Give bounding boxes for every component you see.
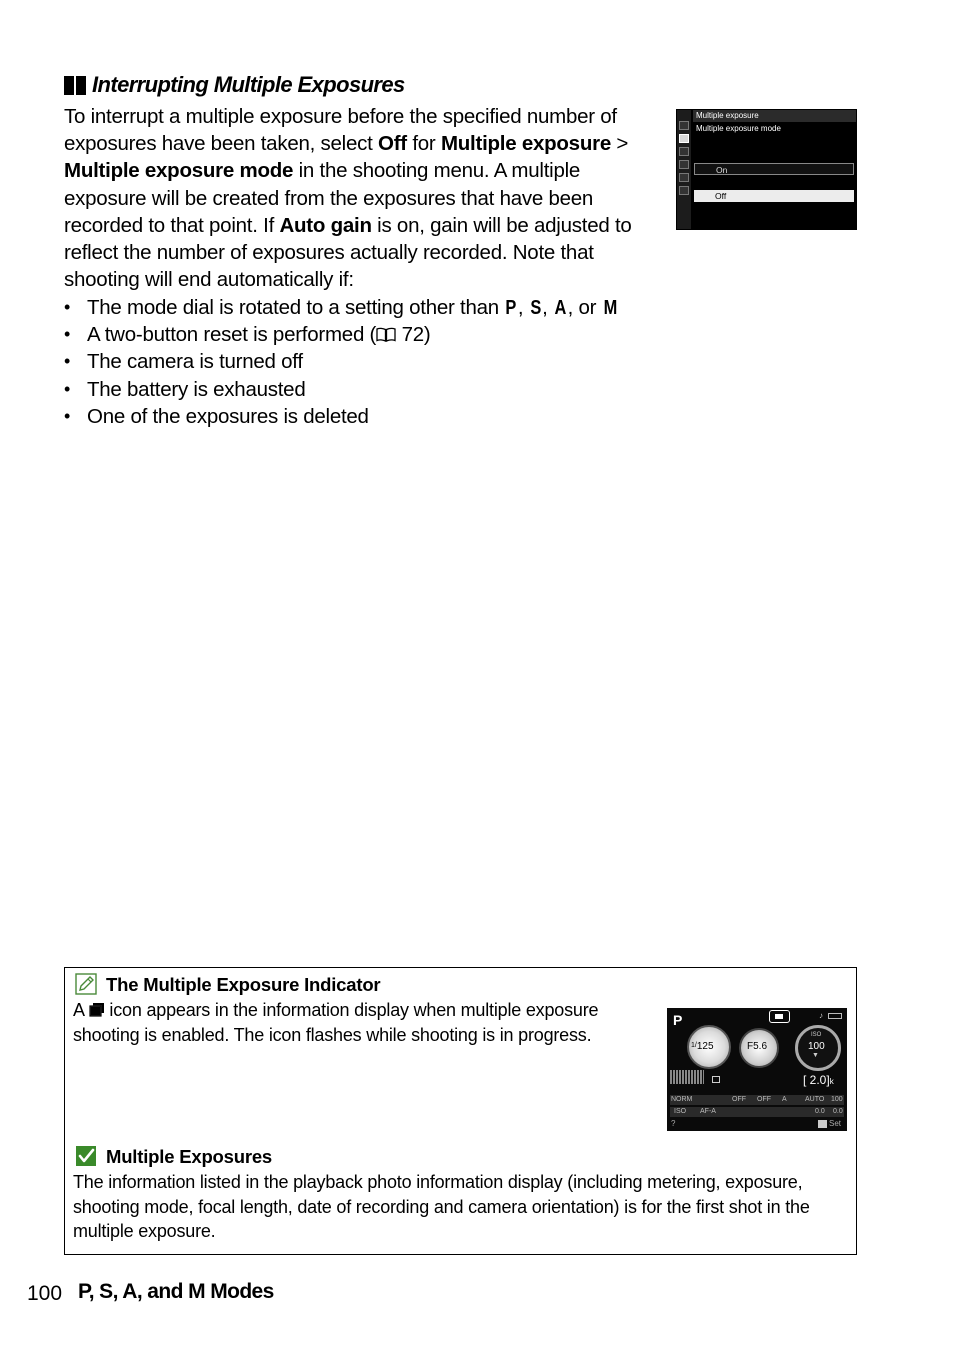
menu-subtitle: Multiple exposure mode <box>696 124 781 133</box>
shutter-prefix: 1/ <box>691 1042 697 1049</box>
para-bold-multiple-exposure: Multiple exposure <box>440 132 611 156</box>
page-reference-link[interactable]: 72 <box>401 323 424 347</box>
heading-title: Interrupting Multiple Exposures <box>92 72 405 97</box>
iso-sensitivity-label: ISO <box>674 1108 687 1115</box>
image-quality: NORM <box>671 1096 693 1103</box>
list-item <box>64 294 664 321</box>
custom-settings-icon <box>679 147 689 156</box>
para-text: > <box>610 132 629 156</box>
beep-icon: ♪ <box>819 1011 823 1020</box>
hdr-setting: OFF <box>757 1096 771 1103</box>
para-text: for <box>406 132 441 156</box>
list-item-text: The mode dial is rotated to a setting other than <box>87 296 505 319</box>
flash-mode-icon <box>712 1076 720 1083</box>
list-item <box>64 348 664 375</box>
remaining-exposures: [ 2.0]k <box>803 1073 834 1087</box>
set-label: Set <box>829 1119 842 1128</box>
menu-option-on[interactable]: On <box>694 163 854 175</box>
list-item <box>64 376 664 403</box>
note-text-part: A <box>73 1000 89 1020</box>
multiple-note-text: The information listed in the playback photo information display (including metering, exposure, shooting mode, focal length, date of recording and camera orientation) is for the first shot in the multiple exposure. <box>73 1172 810 1241</box>
menu-screenshot <box>676 109 857 230</box>
shooting-mode-label: P <box>673 1012 683 1028</box>
mode-a: A <box>554 296 567 319</box>
iso-value: 100 <box>808 1041 825 1052</box>
para-text: is on, gain will be adjusted to reflect the number of exposures actually recorded. Note that shooting will end automatically if: <box>64 213 632 292</box>
mode-s: S <box>530 296 541 319</box>
flash-compensation: 0.0 <box>833 1108 843 1115</box>
info-row-2 <box>670 1107 844 1117</box>
menu-title: Multiple exposure <box>693 110 856 122</box>
info-row-1 <box>670 1095 844 1105</box>
playback-menu-icon <box>679 121 689 130</box>
separator: , <box>542 296 554 319</box>
mode-m: M <box>603 296 617 319</box>
indicator-note-text <box>73 998 658 1047</box>
separator: , <box>517 296 529 319</box>
info-display-screenshot <box>667 1008 847 1131</box>
battery-icon <box>828 1013 842 1019</box>
multiple-note-title: Multiple Exposures <box>106 1146 273 1167</box>
white-balance: A <box>782 1096 787 1103</box>
mode-p: P <box>505 296 517 319</box>
iso-label: ISO <box>811 1032 822 1038</box>
exposure-meter-icon <box>670 1070 704 1084</box>
list-item <box>64 321 664 348</box>
note-text-part: icon appears in the information display when multiple exposure shooting is enabled. The icon flashes while shooting is in progress. <box>73 1000 599 1045</box>
active-dlighting: OFF <box>732 1096 746 1103</box>
list-item-text: One of the exposures is deleted <box>87 404 369 428</box>
iso-setting: 100 <box>831 1096 843 1103</box>
shutter-value: 125 <box>696 1041 714 1052</box>
heading-marker-icon <box>76 76 86 95</box>
pencil-note-icon <box>75 973 97 995</box>
checkmark-note-icon <box>75 1145 97 1167</box>
remaining-value: 2.0 <box>809 1073 827 1087</box>
multiple-exposure-icon <box>89 1002 105 1017</box>
conditions-list <box>64 294 664 430</box>
recent-settings-icon <box>679 186 689 195</box>
heading-marker-icon <box>64 76 74 95</box>
remaining-suffix: k <box>829 1077 834 1086</box>
multiple-exposure-indicator <box>769 1010 790 1023</box>
list-item-text: ) <box>423 323 431 347</box>
list-item <box>64 403 664 430</box>
exposure-compensation: 0.0 <box>815 1108 825 1115</box>
focus-mode: AF-A <box>700 1108 716 1115</box>
menu-option-off[interactable]: Off <box>694 190 854 202</box>
book-ref-icon <box>376 327 396 342</box>
iso-auto: AUTO <box>805 1096 825 1103</box>
para-bold-mode: Multiple exposure mode <box>64 159 294 183</box>
para-bold-off: Off <box>378 132 407 156</box>
section-heading <box>64 70 405 100</box>
retouch-menu-icon <box>679 173 689 182</box>
notes-box <box>64 967 857 1255</box>
page-number: 100 <box>27 1282 63 1305</box>
list-item-text: The battery is exhausted <box>87 377 306 401</box>
para-text: in the shooting menu. A multiple exposure will be created from the exposures that have been recorded to that point. If <box>64 159 594 237</box>
list-item-text: The camera is turned off <box>87 350 303 374</box>
shooting-menu-icon <box>679 134 689 143</box>
help-icon: ? <box>671 1119 676 1128</box>
section-title: P, S, A, and M Modes <box>78 1280 274 1303</box>
shutter-speed <box>691 1041 714 1052</box>
separator: , or <box>567 296 602 319</box>
aperture-value: F5.6 <box>747 1041 768 1052</box>
para-bold-auto-gain: Auto gain <box>279 213 372 237</box>
setup-menu-icon <box>679 160 689 169</box>
iso-arrow-icon: ▼ <box>812 1052 819 1059</box>
list-item-text: A two-button reset is performed ( <box>87 323 377 347</box>
para-text: To interrupt a multiple exposure before the specified number of exposures have been taken, select <box>64 105 617 156</box>
i-button-icon <box>818 1120 827 1128</box>
body-paragraph <box>64 103 664 293</box>
menu-sidebar <box>677 110 691 229</box>
indicator-note-title: The Multiple Exposure Indicator <box>106 974 381 995</box>
